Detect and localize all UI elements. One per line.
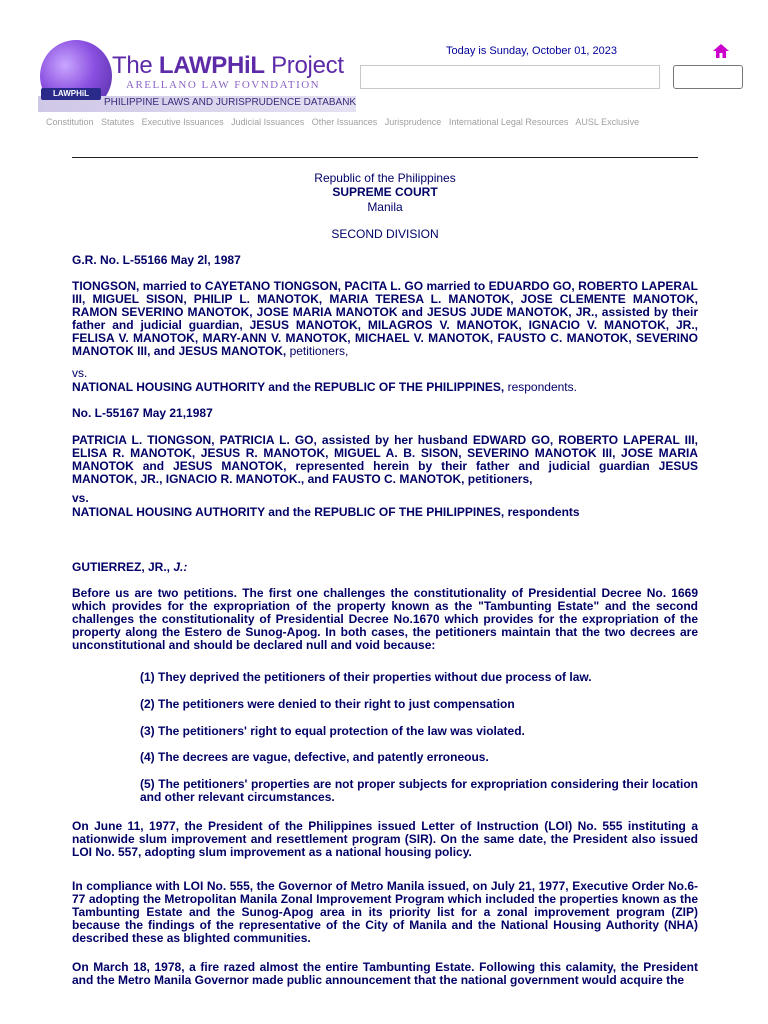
nav-statutes[interactable]: Statutes bbox=[101, 117, 135, 127]
search-input[interactable] bbox=[360, 65, 660, 89]
paragraph-2: On June 11, 1977, the President of the Philippines issued Letter of Instruction (LOI) No. 555 instituting a nationwide slum improvement and resettlement program (SIR). On the same date, the President also issued LOI No. 557, adopting slum improvement as a national housing policy. bbox=[72, 819, 698, 859]
databank-label: PHILIPPINE LAWS AND JURISPRUDENCE DATABANK bbox=[104, 97, 357, 108]
republic-heading: Republic of the Philippines bbox=[314, 171, 456, 185]
nav-constitution[interactable]: Constitution bbox=[46, 117, 94, 127]
case1-number: G.R. No. L-55166 May 2l, 1987 bbox=[72, 253, 241, 267]
list-item: (5) The petitioners' properties are not proper subjects for expropriation considering their location and other relevant circumstances. bbox=[140, 777, 698, 804]
nav-executive-issuances[interactable]: Executive Issuances bbox=[141, 117, 224, 127]
case2-respondents: NATIONAL HOUSING AUTHORITY and the REPUBLIC OF THE PHILIPPINES, respondents bbox=[72, 505, 580, 519]
case2-vs: vs. bbox=[72, 491, 89, 505]
date-display: Today is Sunday, October 01, 2023 bbox=[446, 45, 618, 57]
paragraph-3: In compliance with LOI No. 555, the Governor of Metro Manila issued, on July 21, 1977, Executive Order No.6-77 adopting the Metropolitan Manila Zonal Improvement Program which included the properties known as the Tambunting Estate and the Sunog-Apog area in its priority list for a zonal improvement program (ZIP) because the findings of the representative of the City of Manila and the National Housing Authority (NHA) described these as blighted communities. bbox=[72, 879, 698, 945]
divider bbox=[72, 157, 698, 158]
nav-judicial-issuances[interactable]: Judicial Issuances bbox=[231, 117, 305, 127]
case1-vs: vs. bbox=[72, 366, 88, 380]
paragraph-4: On March 18, 1978, a fire razed almost the entire Tambunting Estate. Following this calamity, the President and the Metro Manila Governor made public announcement that the national government would acquire the bbox=[72, 960, 698, 987]
ponente: GUTIERREZ, JR., J.: bbox=[72, 560, 188, 574]
site-subtitle: ARELLANO LAW FOVNDATION bbox=[126, 79, 321, 91]
court-name: SUPREME COURT bbox=[332, 185, 438, 199]
nav-other-issuances[interactable]: Other Issuances bbox=[311, 117, 378, 127]
list-item: (2) The petitioners were denied to their right to just compensation bbox=[140, 697, 515, 711]
nav-international-legal-resources[interactable]: International Legal Resources bbox=[448, 117, 569, 127]
case1-respondents: NATIONAL HOUSING AUTHORITY and the REPUBLIC OF THE PHILIPPINES, respondents. bbox=[72, 380, 577, 394]
court-city: Manila bbox=[367, 200, 403, 214]
list-item: (4) The decrees are vague, defective, and patently erroneous. bbox=[140, 750, 489, 764]
case2-parties: PATRICIA L. TIONGSON, PATRICIA L. GO, assisted by her husband EDWARD GO, ROBERTO LAPERAL III, ELISA R. MANOTOK, JESUS R. MANOTOK, MIGUEL A. B. SISON, SEVERINO MANOTOK III, JOSE MARIA MANOTOK and JESUS MANOTOK, represented herein by their father and judicial guardian JESUS MANOTOK, JR., IGNACIO R. MANOTOK., and FAUSTO C. MANOTOK, petitioners, bbox=[72, 433, 698, 486]
nav-ausl-exclusive[interactable]: AUSL Exclusive bbox=[575, 117, 640, 127]
logo-badge: LAWPHiL bbox=[41, 88, 101, 100]
case1-parties: TIONGSON, married to CAYETANO TIONGSON, PACITA L. GO married to EDUARDO GO, ROBERTO LAPERAL III, MIGUEL SISON, PHILIP L. MANOTOK, MARIA TERESA L. MANOTOK, JOSE CLEMENTE MANOTOK, RAMON SEVERINO MANOTOK, JOSE MARIA MANOTOK and JESUS JUDE MANOTOK, JR., assisted by their father and judicial guardian, JESUS MANOTOK, MILAGROS V. MANOTOK, IGNACIO V. MANOTOK, JR., FELISA V. MANOTOK, MARY-ANN V. MANOTOK, MICHAEL V. MANOTOK, FAUSTO C. MANOTOK, SEVERINO MANOTOK III, and JESUS MANOTOK, petitioners, bbox=[72, 279, 698, 358]
paragraph-1: Before us are two petitions. The first one challenges the constitutionality of Presidential Decree No. 1669 which provides for the expropriation of the property known as the "Tambunting Estate" and the second challenges the constitutionality of Presidential Decree No.1670 which provides for the expropriation of the property along the Estero de Sunog-Apog. In both cases, the petitioners maintain that the two decrees are unconstitutional and should be declared null and void because: bbox=[72, 586, 698, 652]
division-heading: SECOND DIVISION bbox=[331, 227, 439, 241]
main-nav bbox=[46, 117, 644, 127]
list-item: (1) They deprived the petitioners of their properties without due process of law. bbox=[140, 670, 592, 684]
nav-jurisprudence[interactable]: Jurisprudence bbox=[384, 117, 442, 127]
site-title[interactable]: The LAWPHiL Project bbox=[112, 52, 344, 79]
case2-number: No. L-55167 May 21,1987 bbox=[72, 406, 213, 420]
home-icon[interactable] bbox=[712, 42, 730, 60]
search-button[interactable] bbox=[673, 65, 743, 89]
list-item: (3) The petitioners' right to equal protection of the law was violated. bbox=[140, 724, 525, 738]
